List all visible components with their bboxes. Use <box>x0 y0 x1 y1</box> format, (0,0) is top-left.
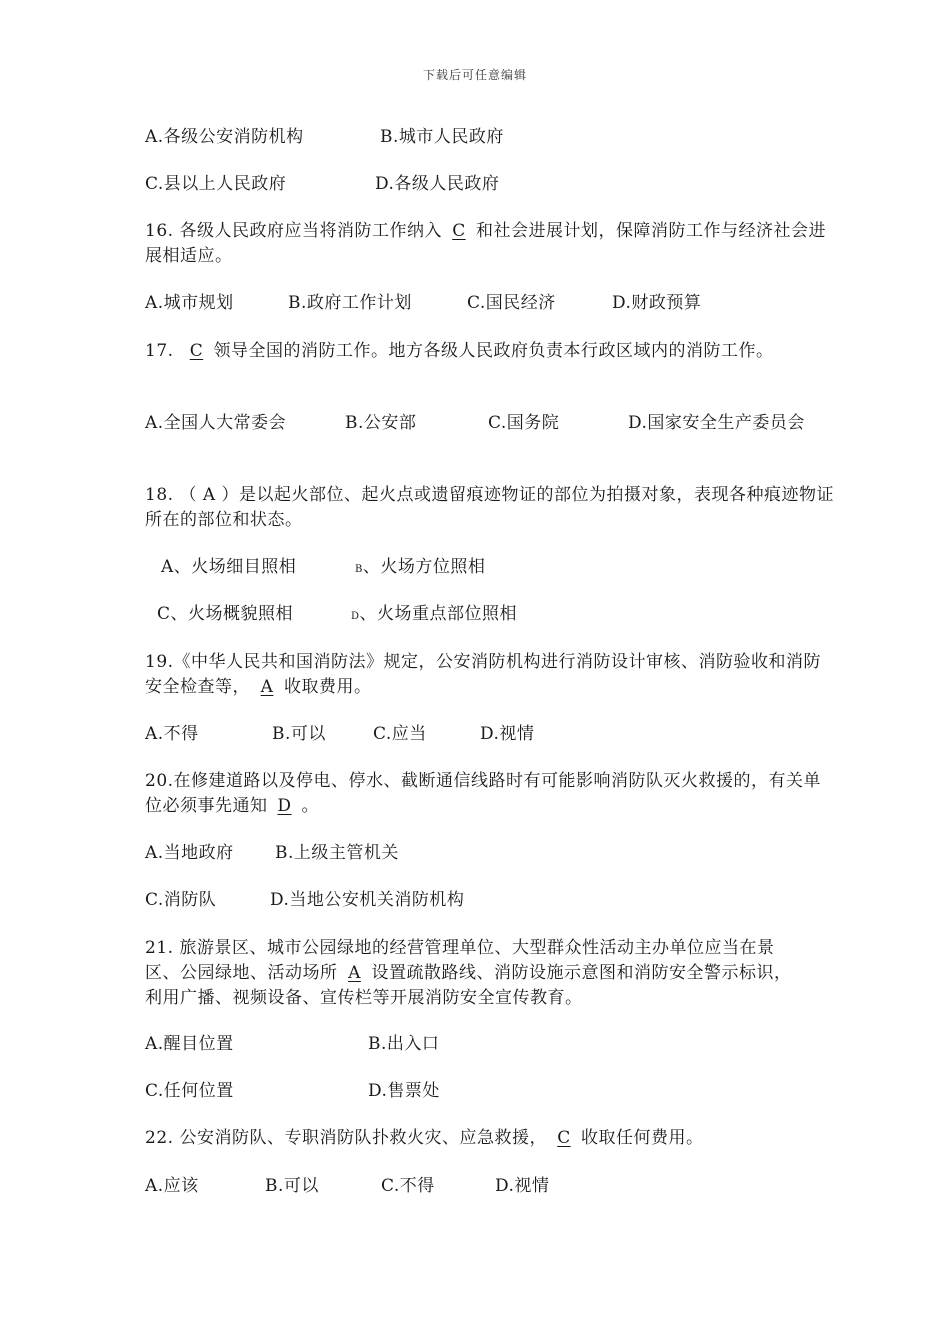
q22-option-b: B.可以 <box>265 1176 319 1196</box>
q20-option-c: C.消防队 <box>145 890 217 910</box>
q17-option-a: A.全国人大常委会 <box>145 413 287 433</box>
q19-option-d: D.视情 <box>480 724 535 744</box>
q21-text-post: 设置疏散路线、消防设施示意图和消防安全警示标识，利用广播、视频设备、宣传栏等开展消防安全宣传教育。 <box>145 963 792 1008</box>
q16-option-c: C.国民经济 <box>467 293 556 313</box>
q22-answer: C <box>557 1128 571 1148</box>
q16-option-a: A.城市规划 <box>145 293 234 313</box>
q18-option-a: A、火场细目照相 <box>161 557 297 577</box>
q18-option-d-letter: D <box>351 611 360 622</box>
question-22 <box>145 1126 835 1151</box>
q21-option-b: B.出入口 <box>368 1034 440 1054</box>
q16-text-pre: 16. 各级人民政府应当将消防工作纳入 <box>145 221 442 241</box>
q20-option-d: D.当地公安机关消防机构 <box>270 890 465 910</box>
q15-option-c: C.县以上人民政府 <box>145 174 287 194</box>
question-17 <box>145 339 835 364</box>
q17-option-b: B.公安部 <box>345 413 417 433</box>
q16-option-b: B.政府工作计划 <box>288 293 412 313</box>
question-18: 18. （ A ）是以起火部位、起火点或遗留痕迹物证的部位为拍摄对象，表现各种痕迹物证所在的部位和状态。 <box>145 485 835 530</box>
q17-text-post: 领导全国的消防工作。地方各级人民政府负责本行政区域内的消防工作。 <box>213 341 774 361</box>
q22-option-d: D.视情 <box>495 1176 550 1196</box>
q19-answer: A <box>260 677 274 697</box>
q19-text-pre: 19.《中华人民共和国消防法》规定，公安消防机构进行消防设计审核、消防验收和消防安全检查等， <box>145 652 822 697</box>
q16-option-d: D.财政预算 <box>612 293 702 313</box>
q22-option-a: A.应该 <box>145 1176 199 1196</box>
q19-option-a: A.不得 <box>145 724 199 744</box>
q21-option-a: A.醒目位置 <box>145 1034 234 1054</box>
q18-option-d-text: 、火场重点部位照相 <box>359 604 518 624</box>
q20-option-a: A.当地政府 <box>145 843 234 863</box>
page-header: 下载后可任意编辑 <box>422 68 527 82</box>
q15-option-b: B.城市人民政府 <box>380 127 504 147</box>
q20-text-post: 。 <box>301 796 319 816</box>
q18-option-b-letter: B <box>355 564 363 575</box>
q19-text-post: 收取费用。 <box>284 677 372 697</box>
q17-option-c: C.国务院 <box>488 413 560 433</box>
q18-option-d <box>351 604 517 627</box>
q21-option-d: D.售票处 <box>368 1081 440 1101</box>
q22-option-c: C.不得 <box>381 1176 435 1196</box>
question-16 <box>145 219 835 269</box>
q16-answer: C <box>452 221 466 241</box>
q17-text-pre: 17. <box>145 341 174 361</box>
q18-option-b <box>355 557 485 580</box>
q21-text-pre: 21. 旅游景区、城市公园绿地的经营管理单位、大型群众性活动主办单位应当在景区、公园绿地、活动场所 <box>145 938 775 983</box>
q22-text-pre: 22. 公安消防队、专职消防队扑救火灾、应急救援， <box>145 1128 547 1148</box>
q17-option-d: D.国家安全生产委员会 <box>628 413 805 433</box>
q21-answer: A <box>348 963 361 983</box>
q15-option-d: D.各级人民政府 <box>375 174 500 194</box>
q19-option-b: B.可以 <box>272 724 326 744</box>
q18-option-b-text: 、火场方位照相 <box>362 557 486 577</box>
question-21 <box>145 936 800 1011</box>
q15-option-a: A.各级公安消防机构 <box>145 127 304 147</box>
q21-option-c: C.任何位置 <box>145 1081 234 1101</box>
q22-text-post: 收取任何费用。 <box>580 1128 704 1148</box>
q19-option-c: C.应当 <box>373 724 427 744</box>
q20-option-b: B.上级主管机关 <box>275 843 399 863</box>
question-19 <box>145 650 835 700</box>
q18-option-c: C、火场概貌照相 <box>157 604 294 624</box>
q20-text-pre: 20.在修建道路以及停电、停水、截断通信线路时有可能影响消防队灭火救援的，有关单位必须事先通知 <box>145 771 822 816</box>
q16-text-post: 和社会进展计划，保障消防工作与经济社会进展相适应。 <box>145 221 826 266</box>
q17-answer: C <box>189 341 204 361</box>
q17-options <box>145 411 835 436</box>
question-20 <box>145 769 835 819</box>
q20-answer: D <box>277 796 292 816</box>
